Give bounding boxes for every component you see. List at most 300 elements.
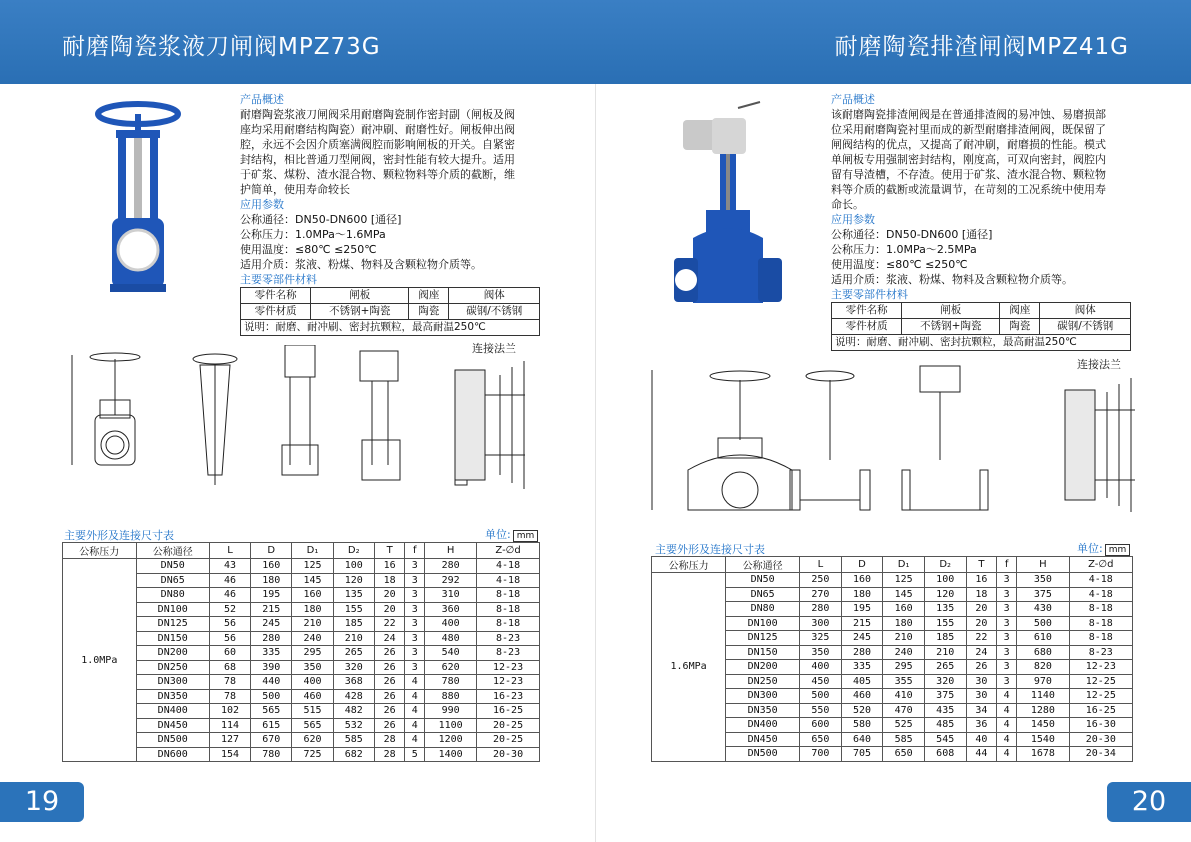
left-param: 使用温度：≤80℃ ≤250℃ (240, 243, 377, 256)
dim-cell: DN450 (726, 732, 800, 747)
page-spine (595, 84, 596, 842)
dim-cell: 240 (883, 645, 925, 660)
dim-cell: 120 (333, 573, 374, 588)
dim-cell: 600 (800, 718, 842, 733)
dim-cell: 3 (405, 660, 425, 675)
parts-cell: 零件名称 (241, 288, 311, 304)
right-overview-line: 闸阀结构的优点，又提高了耐冲刷，耐磨损的性能。模式 (831, 138, 1106, 151)
dim-cell: 1280 (1017, 703, 1069, 718)
dim-cell: 4 (997, 689, 1017, 704)
dim-cell: 430 (1017, 602, 1069, 617)
dim-cell: 20 (374, 588, 404, 603)
dim-cell: 620 (292, 733, 333, 748)
left-parts-heading: 主要零部件材料 (240, 273, 317, 286)
dim-cell: 620 (425, 660, 477, 675)
dim-cell: 1540 (1017, 732, 1069, 747)
dim-cell: 532 (333, 718, 374, 733)
dim-cell: 12-23 (477, 660, 540, 675)
dim-cell: 390 (251, 660, 292, 675)
right-param: 适用介质：浆液、粉煤、物料及含颗粒物介质等。 (831, 273, 1073, 286)
dim-cell: 8-18 (1069, 631, 1132, 646)
dim-header-cell: 公称通径 (726, 557, 800, 573)
dim-cell: 102 (209, 704, 250, 719)
dim-cell: 295 (883, 660, 925, 675)
dim-cell: 500 (800, 689, 842, 704)
dim-cell: DN100 (726, 616, 800, 631)
dim-cell: 1100 (425, 718, 477, 733)
dim-cell: 880 (425, 689, 477, 704)
right-overview-line: 留有导渣槽，不存渣。使用于矿浆、渣水混合物、颗粒物 (831, 168, 1106, 181)
dim-cell: 265 (333, 646, 374, 661)
dim-cell: 12-23 (1069, 660, 1132, 675)
dim-cell: 245 (841, 631, 883, 646)
dim-cell: 280 (425, 559, 477, 574)
dim-cell: 24 (374, 631, 404, 646)
left-params-heading: 应用参数 (240, 198, 284, 211)
dim-cell: 26 (374, 718, 404, 733)
dim-cell: 405 (841, 674, 883, 689)
knife-gate-valve-photo (88, 100, 188, 300)
dim-cell: DN80 (726, 602, 800, 617)
dim-cell: 8-18 (477, 617, 540, 632)
dim-cell: 4 (405, 675, 425, 690)
dim-cell: 3 (997, 674, 1017, 689)
dim-cell: 820 (1017, 660, 1069, 675)
dim-cell: 4 (997, 747, 1017, 762)
dim-cell: 540 (425, 646, 477, 661)
left-unit-label: 单位: (485, 528, 511, 541)
dim-cell: 155 (333, 602, 374, 617)
dim-cell: 26 (374, 704, 404, 719)
dim-cell: 3 (405, 617, 425, 632)
dim-cell: 610 (1017, 631, 1069, 646)
dim-header-cell: Z-∅d (1069, 557, 1132, 573)
dim-cell: 4-18 (1069, 573, 1132, 588)
dim-cell: 180 (841, 587, 883, 602)
dim-cell: 44 (966, 747, 997, 762)
parts-cell: 不锈钢+陶瓷 (902, 319, 1000, 335)
dim-cell: 20 (374, 602, 404, 617)
dim-cell: 580 (841, 718, 883, 733)
dim-cell: 8-23 (1069, 645, 1132, 660)
right-parts-table (831, 302, 1131, 351)
dim-cell: DN350 (726, 703, 800, 718)
dim-header-cell: D₁ (292, 543, 333, 559)
parts-cell: 碳钢/不锈钢 (1040, 319, 1131, 335)
dim-cell: DN400 (726, 718, 800, 733)
dim-cell: DN400 (136, 704, 209, 719)
dim-cell: DN450 (136, 718, 209, 733)
dim-cell: 4 (997, 718, 1017, 733)
dim-cell: 16-25 (477, 704, 540, 719)
dim-cell: 470 (883, 703, 925, 718)
dim-cell: 400 (800, 660, 842, 675)
dim-cell: 20-30 (477, 747, 540, 762)
dim-cell: 400 (425, 617, 477, 632)
dim-header-cell: T (966, 557, 997, 573)
dim-cell: 16-30 (1069, 718, 1132, 733)
dim-cell: 368 (333, 675, 374, 690)
dim-cell: 30 (966, 674, 997, 689)
dim-cell: 265 (924, 660, 966, 675)
dim-cell: 4 (405, 689, 425, 704)
left-overview-line: 护简单，使用寿命较长 (240, 183, 350, 196)
dim-cell: 3 (405, 646, 425, 661)
dim-cell: 3 (997, 645, 1017, 660)
dim-cell: 4 (405, 718, 425, 733)
dim-cell: 8-23 (477, 646, 540, 661)
dim-cell: 310 (425, 588, 477, 603)
dim-cell: 545 (924, 732, 966, 747)
dim-cell: 682 (333, 747, 374, 762)
dim-cell: 20-34 (1069, 747, 1132, 762)
left-technical-drawings (60, 345, 470, 510)
dim-cell: DN250 (136, 660, 209, 675)
dim-cell: 78 (209, 675, 250, 690)
dim-cell: 154 (209, 747, 250, 762)
dim-cell: 3 (997, 660, 1017, 675)
dim-header-cell: 公称通径 (136, 543, 209, 559)
dim-cell: 52 (209, 602, 250, 617)
dim-cell: DN65 (136, 573, 209, 588)
dim-cell: 210 (292, 617, 333, 632)
parts-cell: 阀座 (409, 288, 449, 304)
dim-cell: 100 (333, 559, 374, 574)
dim-cell: 210 (333, 631, 374, 646)
dim-cell: DN500 (136, 733, 209, 748)
dim-cell: 4 (405, 733, 425, 748)
parts-note: 说明：耐磨、耐冲刷、密封抗颗粒，最高耐温250℃ (241, 320, 540, 336)
dim-cell: 565 (292, 718, 333, 733)
dim-cell: DN50 (726, 573, 800, 588)
dim-cell: 482 (333, 704, 374, 719)
dim-cell: 550 (800, 703, 842, 718)
dim-cell: 22 (966, 631, 997, 646)
dim-cell: 350 (1017, 573, 1069, 588)
right-page-title: 耐磨陶瓷排渣闸阀MPZ41G (834, 34, 1129, 60)
dim-cell: 4-18 (1069, 587, 1132, 602)
right-flange-label: 连接法兰 (1077, 358, 1121, 371)
dim-cell: 1450 (1017, 718, 1069, 733)
dim-cell: 240 (292, 631, 333, 646)
dim-cell: DN80 (136, 588, 209, 603)
dim-cell: 1140 (1017, 689, 1069, 704)
dim-cell: 280 (251, 631, 292, 646)
dim-cell: 565 (251, 704, 292, 719)
dim-cell: 245 (251, 617, 292, 632)
dim-header-cell: f (997, 557, 1017, 573)
left-overview-line: 座均采用耐磨结构陶瓷）耐冲刷、耐磨性好。闸板伸出阀 (240, 123, 515, 136)
dim-cell: 280 (800, 602, 842, 617)
right-overview (831, 92, 1141, 351)
dim-cell: 46 (209, 573, 250, 588)
right-technical-drawings (640, 360, 1040, 530)
pressure-cell: 1.6MPa (652, 573, 726, 762)
dim-cell: 500 (251, 689, 292, 704)
dim-cell: DN150 (726, 645, 800, 660)
dim-cell: 450 (800, 674, 842, 689)
parts-cell: 不锈钢+陶瓷 (311, 304, 409, 320)
left-overview (240, 92, 540, 336)
dim-cell: 440 (251, 675, 292, 690)
dim-cell: DN200 (136, 646, 209, 661)
parts-note: 说明：耐磨、耐冲刷、密封抗颗粒，最高耐温250℃ (832, 335, 1131, 351)
dim-cell: 375 (924, 689, 966, 704)
parts-cell: 陶瓷 (1000, 319, 1040, 335)
dim-cell: 1678 (1017, 747, 1069, 762)
left-unit (485, 526, 538, 542)
dim-cell: 3 (405, 602, 425, 617)
dim-cell: 26 (374, 689, 404, 704)
dim-cell: 3 (405, 559, 425, 574)
parts-cell: 闸板 (902, 303, 1000, 319)
dim-cell: 640 (841, 732, 883, 747)
dim-header-cell: D (841, 557, 883, 573)
dim-cell: 3 (405, 573, 425, 588)
left-flange-label: 连接法兰 (472, 342, 516, 355)
dim-cell: 78 (209, 689, 250, 704)
dim-cell: 355 (883, 674, 925, 689)
dim-cell: 585 (333, 733, 374, 748)
dim-cell: 195 (251, 588, 292, 603)
dim-cell: 127 (209, 733, 250, 748)
right-overview-line: 料等介质的截断或流量调节，在苛刻的工况系统中使用寿 (831, 183, 1106, 196)
left-flange-drawing (440, 355, 540, 495)
dim-cell: 270 (800, 587, 842, 602)
right-page-header (596, 0, 1191, 84)
dim-cell: DN50 (136, 559, 209, 574)
dim-cell: 135 (333, 588, 374, 603)
dim-cell: 292 (425, 573, 477, 588)
dim-cell: 46 (209, 588, 250, 603)
dim-cell: DN500 (726, 747, 800, 762)
parts-cell: 零件材质 (241, 304, 311, 320)
dim-cell: 36 (966, 718, 997, 733)
dim-cell: 3 (405, 631, 425, 646)
dim-cell: 40 (966, 732, 997, 747)
dim-cell: 26 (374, 660, 404, 675)
dim-cell: DN125 (136, 617, 209, 632)
right-unit (1077, 540, 1130, 556)
dim-cell: DN300 (136, 675, 209, 690)
left-overview-line: 封结构，相比普通刀型闸阀，密封性能有较大提升。适用 (240, 153, 515, 166)
dim-cell: 160 (841, 573, 883, 588)
dim-cell: 145 (292, 573, 333, 588)
dim-cell: 114 (209, 718, 250, 733)
dim-cell: 8-18 (1069, 616, 1132, 631)
right-unit-label: 单位: (1077, 542, 1103, 555)
dim-cell: 780 (425, 675, 477, 690)
dim-cell: 515 (292, 704, 333, 719)
dim-cell: 160 (251, 559, 292, 574)
dim-cell: 12-25 (1069, 689, 1132, 704)
dim-cell: 30 (966, 689, 997, 704)
dim-cell: 60 (209, 646, 250, 661)
dim-cell: 180 (883, 616, 925, 631)
dim-cell: 320 (924, 674, 966, 689)
dim-cell: 26 (374, 675, 404, 690)
dim-cell: 480 (425, 631, 477, 646)
dim-cell: 3 (405, 588, 425, 603)
right-overview-line: 该耐磨陶瓷排渣闸阀是在普通排渣阀的易冲蚀、易磨损部 (831, 108, 1106, 121)
parts-cell: 阀体 (449, 288, 540, 304)
dim-cell: DN125 (726, 631, 800, 646)
dim-cell: 375 (1017, 587, 1069, 602)
dim-cell: 4 (997, 703, 1017, 718)
dim-cell: 460 (841, 689, 883, 704)
dim-cell: DN150 (136, 631, 209, 646)
dim-cell: 43 (209, 559, 250, 574)
dim-cell: 4-18 (477, 573, 540, 588)
right-overview-heading: 产品概述 (831, 93, 875, 106)
left-param: 公称通径：DN50-DN600 [通径] (240, 213, 402, 226)
left-unit-value: mm (513, 530, 539, 542)
dim-cell: 120 (924, 587, 966, 602)
right-param: 公称通径：DN50-DN600 [通径] (831, 228, 993, 241)
dim-cell: 22 (374, 617, 404, 632)
dim-header-cell: D₂ (333, 543, 374, 559)
parts-cell: 碳钢/不锈钢 (449, 304, 540, 320)
parts-cell: 阀体 (1040, 303, 1131, 319)
dim-cell: 16-23 (477, 689, 540, 704)
dim-cell: 68 (209, 660, 250, 675)
dim-cell: DN100 (136, 602, 209, 617)
dim-cell: DN65 (726, 587, 800, 602)
parts-cell: 阀座 (1000, 303, 1040, 319)
dim-cell: 215 (251, 602, 292, 617)
dim-header-cell: 公称压力 (63, 543, 137, 559)
dim-header-cell: Z-∅d (477, 543, 540, 559)
dim-cell: 34 (966, 703, 997, 718)
dim-cell: 428 (333, 689, 374, 704)
dim-header-cell: 公称压力 (652, 557, 726, 573)
dim-cell: 5 (405, 747, 425, 762)
dim-cell: 18 (966, 587, 997, 602)
dim-cell: 650 (883, 747, 925, 762)
dim-header-cell: L (800, 557, 842, 573)
dim-cell: 155 (924, 616, 966, 631)
right-parts-heading: 主要零部件材料 (831, 288, 908, 301)
dim-cell: 460 (292, 689, 333, 704)
dim-cell: 145 (883, 587, 925, 602)
right-overview-line: 命长。 (831, 198, 864, 211)
dim-cell: 608 (924, 747, 966, 762)
dim-cell: 18 (374, 573, 404, 588)
dim-cell: 4 (997, 732, 1017, 747)
dim-cell: 8-18 (1069, 602, 1132, 617)
left-param: 公称压力：1.0MPa～1.6MPa (240, 228, 386, 241)
dim-cell: 320 (333, 660, 374, 675)
dim-cell: DN250 (726, 674, 800, 689)
right-params-heading: 应用参数 (831, 213, 875, 226)
dim-cell: 26 (374, 646, 404, 661)
dim-cell: 16-25 (1069, 703, 1132, 718)
left-dim-title: 主要外形及连接尺寸表 (64, 529, 174, 542)
dim-cell: 650 (800, 732, 842, 747)
dim-cell: 350 (292, 660, 333, 675)
right-flange-drawing (1045, 370, 1145, 515)
dim-cell: 1200 (425, 733, 477, 748)
dim-cell: 8-18 (477, 602, 540, 617)
right-page-number: 20 (1107, 782, 1191, 822)
left-overview-line: 耐磨陶瓷浆液刀闸阀采用耐磨陶瓷制作密封副（闸板及阀 (240, 108, 515, 121)
dim-cell: DN350 (136, 689, 209, 704)
left-overview-line: 于矿浆、煤粉、渣水混合物、颗粒物料等介质的截断，维 (240, 168, 515, 181)
dim-cell: 360 (425, 602, 477, 617)
left-page-header (0, 0, 596, 84)
dim-cell: 250 (800, 573, 842, 588)
dim-cell: 20 (966, 602, 997, 617)
left-overview-heading: 产品概述 (240, 93, 284, 106)
left-param: 适用介质：浆液、粉煤、物料及含颗粒物介质等。 (240, 258, 482, 271)
parts-cell: 零件材质 (832, 319, 902, 335)
dim-cell: 3 (997, 616, 1017, 631)
dim-cell: 300 (800, 616, 842, 631)
dim-cell: 20-25 (477, 718, 540, 733)
dim-cell: 100 (924, 573, 966, 588)
parts-cell: 闸板 (311, 288, 409, 304)
dim-cell: DN200 (726, 660, 800, 675)
dim-cell: 135 (924, 602, 966, 617)
right-param: 公称压力：1.0MPa～2.5MPa (831, 243, 977, 256)
right-dim-title: 主要外形及连接尺寸表 (655, 543, 765, 556)
dim-cell: 280 (841, 645, 883, 660)
dim-cell: 780 (251, 747, 292, 762)
dim-cell: 520 (841, 703, 883, 718)
dim-header-cell: f (405, 543, 425, 559)
dim-cell: DN300 (726, 689, 800, 704)
dim-cell: 12-25 (1069, 674, 1132, 689)
table-row (652, 573, 1133, 588)
right-overview-line: 位采用耐磨陶瓷衬里而成的新型耐磨排渣闸阀，既保留了 (831, 123, 1106, 136)
right-overview-line: 单闸板专用强制密封结构，刚度高，可双向密封，阀腔内 (831, 153, 1106, 166)
right-param: 使用温度：≤80℃ ≤250℃ (831, 258, 968, 271)
dim-header-cell: D₁ (883, 557, 925, 573)
dim-cell: 705 (841, 747, 883, 762)
dim-cell: 1400 (425, 747, 477, 762)
dim-cell: 8-18 (477, 588, 540, 603)
left-page-number: 19 (0, 782, 84, 822)
dim-cell: 12-23 (477, 675, 540, 690)
dim-cell: 680 (1017, 645, 1069, 660)
dim-cell: 700 (800, 747, 842, 762)
parts-cell: 陶瓷 (409, 304, 449, 320)
dim-cell: 8-23 (477, 631, 540, 646)
dim-cell: 3 (997, 573, 1017, 588)
dim-cell: 56 (209, 617, 250, 632)
dim-cell: 335 (841, 660, 883, 675)
dim-header-cell: D₂ (924, 557, 966, 573)
right-dimension-table (651, 556, 1133, 762)
dim-cell: 410 (883, 689, 925, 704)
dim-cell: 4-18 (477, 559, 540, 574)
parts-cell: 零件名称 (832, 303, 902, 319)
pressure-cell: 1.0MPa (63, 559, 137, 762)
dim-cell: 615 (251, 718, 292, 733)
dim-cell: 20-30 (1069, 732, 1132, 747)
dim-cell: 16 (374, 559, 404, 574)
dim-cell: 500 (1017, 616, 1069, 631)
dim-cell: 4 (405, 704, 425, 719)
left-overview-line: 腔，永远不会因介质塞满阀腔而影响闸板的开关。自紧密 (240, 138, 515, 151)
dim-cell: 20 (966, 616, 997, 631)
dim-cell: 400 (292, 675, 333, 690)
dim-cell: 435 (924, 703, 966, 718)
dim-cell: 3 (997, 602, 1017, 617)
dim-cell: DN600 (136, 747, 209, 762)
dim-cell: 16 (966, 573, 997, 588)
dim-header-cell: L (209, 543, 250, 559)
